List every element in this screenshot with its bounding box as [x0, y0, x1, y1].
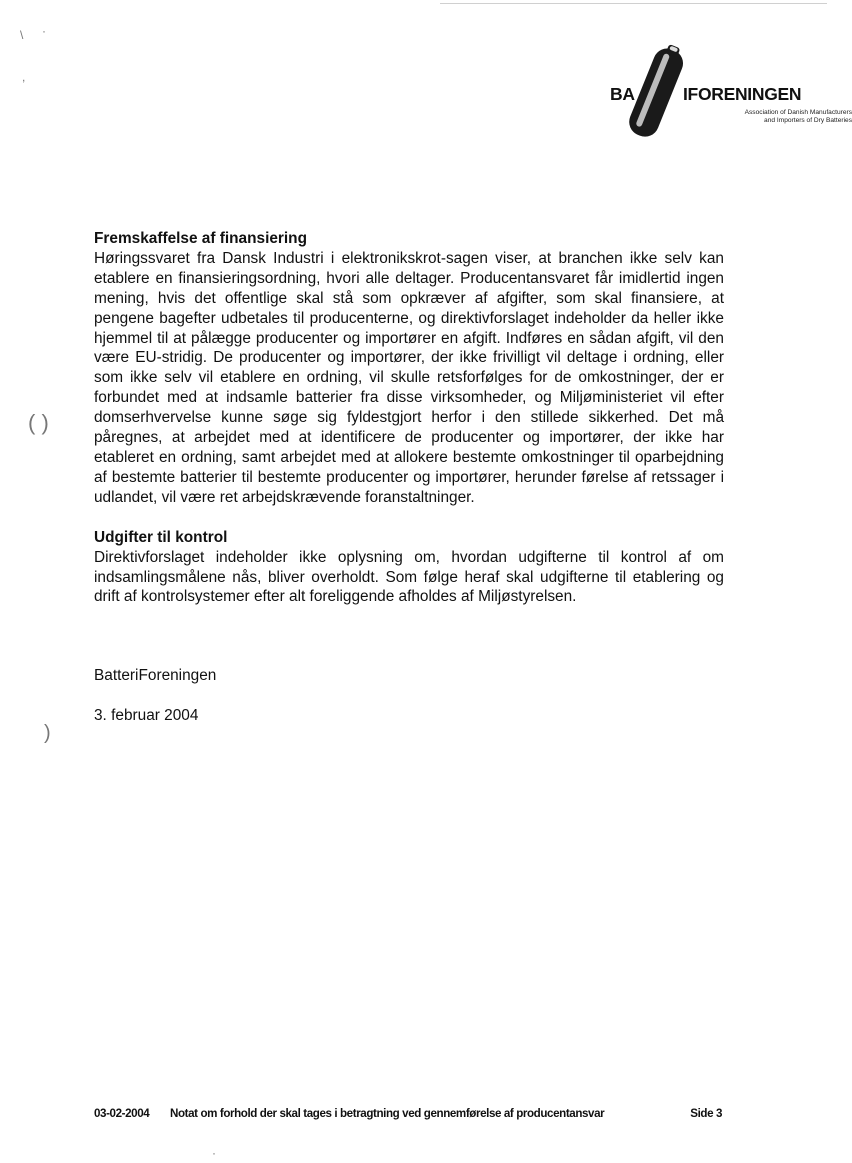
footer-date: 03-02-2004	[94, 1107, 150, 1120]
logo-name-left: BA	[610, 84, 635, 104]
scan-speck: ,	[22, 70, 26, 84]
document-date: 3. februar 2004	[94, 707, 199, 724]
scan-bracket-mark: )	[44, 722, 51, 744]
signature: BatteriForeningen	[94, 667, 217, 684]
scan-speck: ·	[42, 24, 46, 38]
paragraph-gap	[94, 508, 724, 528]
footer-page-number: Side 3	[690, 1107, 722, 1120]
section-text-financing: Høringssvaret fra Dansk Industri i elektronikskrot-sagen viser, at branchen ikke selv kan etablere en finansieringsordning, hvori alle deltager. Producentansvaret får imidlertid ingen mening, hvis det offentlige skal stå som opkræver af afgifter, som skal finansiere, at pengene bagefter udbetales til producenterne, og direktivforslaget indeholder da heller ikke hjemmel til at pålægge producenter og importører en afgift. Indføres en sådan afgift, vil den være EU-stridig. De producenter og importører, der ikke frivilligt vil deltage i ordning, eller som ikke selv vil etablere en ordning, vil skulle retsforfølges for de omkostninger, der er forbundet med at indsamle batterier fra disse virksomheder, og Miljøministeriet vil efter domserhvervelse kunne søge sig fyldestgjort herfor i den stillede sikkerhed. Det må påregnes, at arbejdet med at identificere de producenter og importører, der ikke har etableret en ordning, samt arbejdet med at allokere bestemte omkostninger til oparbejdning af bestemte batterier til bestemte producenter og importører, herunder førelse af retssager i udlandet, vil være ret arbejdskrævende foranstaltninger.	[94, 249, 724, 506]
scan-bracket-mark: ( )	[28, 410, 49, 435]
logo-name-right: IFORENINGEN	[683, 84, 802, 104]
section-heading-financing: Fremskaffelse af finansiering	[94, 230, 307, 247]
batteriforeningen-logo	[600, 42, 852, 142]
scan-speck: \	[20, 28, 24, 42]
scan-speck: ·	[212, 1146, 216, 1160]
logo-wordmark	[610, 84, 802, 105]
section-text-control: Direktivforslaget indeholder ikke oplysning om, hvordan udgifterne til kontrol af om indsamlingsmålene nås, bliver overholdt. Som følge heraf skal udgifterne til etablering og drift af kontrolsystemer efter alt foreliggende afholdes af Miljøstyrelsen.	[94, 548, 724, 606]
document-body	[94, 229, 724, 607]
logo-tagline-line2: and Importers of Dry Batteries	[764, 117, 852, 124]
top-rule	[440, 3, 827, 4]
section-heading-control: Udgifter til kontrol	[94, 528, 228, 546]
logo-tagline	[662, 109, 852, 125]
logo-tagline-line1: Association of Danish Manufacturers	[744, 109, 852, 116]
footer-title: Notat om forhold der skal tages i betragtning ved gennemførelse af producentansvar	[170, 1107, 605, 1120]
